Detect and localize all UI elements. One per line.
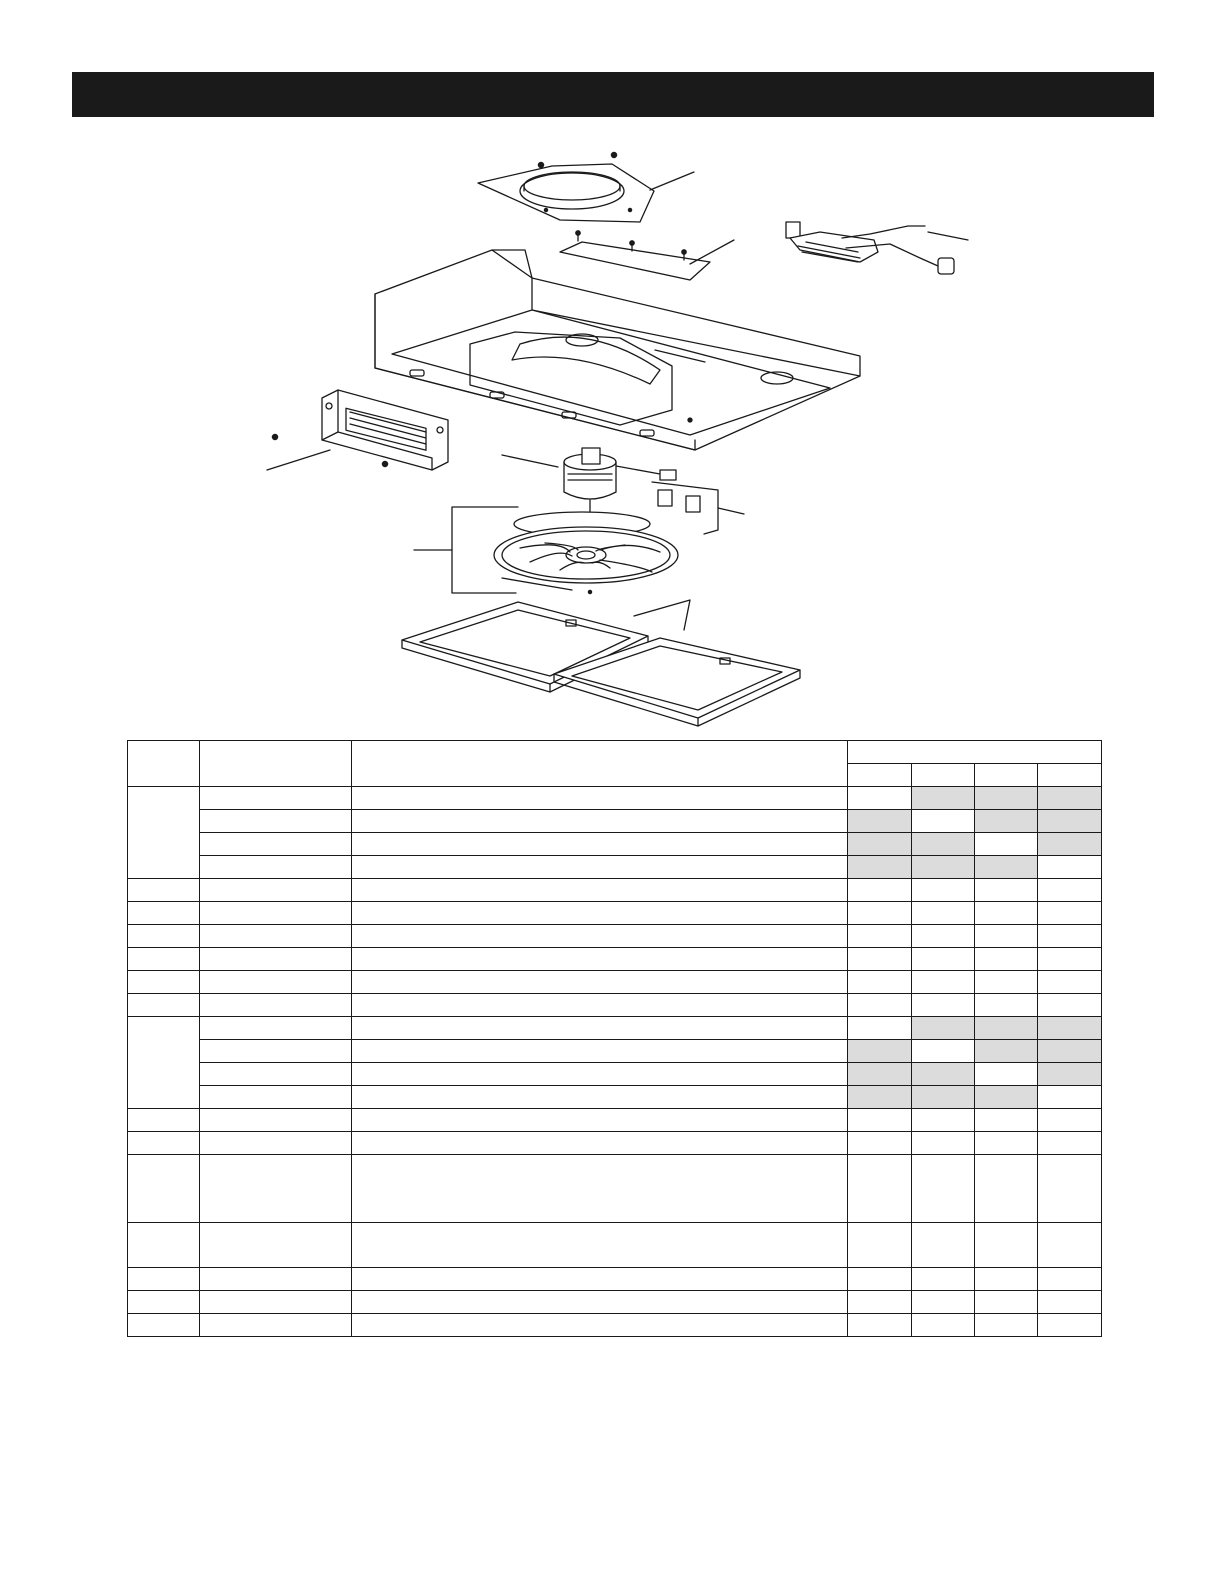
part-number-cell	[200, 1314, 352, 1337]
table-row	[128, 994, 1102, 1017]
description-cell	[352, 1314, 848, 1337]
table-row	[128, 1155, 1102, 1223]
model-cell-2	[912, 1268, 975, 1291]
ref-number-cell	[128, 1314, 200, 1337]
model-cell-4	[1038, 1109, 1102, 1132]
model-cell-4	[1038, 994, 1102, 1017]
ref-number-cell	[128, 879, 200, 902]
exploded-parts-diagram	[0, 130, 1225, 730]
model-cell-4	[1038, 1155, 1102, 1223]
model-cell-3	[975, 879, 1038, 902]
ref-number-cell	[128, 787, 200, 879]
part-number-cell	[200, 902, 352, 925]
description-cell	[352, 879, 848, 902]
ref-number-cell	[128, 1017, 200, 1109]
table-row	[128, 833, 1102, 856]
description-cell	[352, 994, 848, 1017]
table-row	[128, 971, 1102, 994]
model-cell-4	[1038, 787, 1102, 810]
model-cell-2	[912, 879, 975, 902]
model-cell-3	[975, 925, 1038, 948]
parts-list-table	[127, 740, 1102, 1337]
part-number-cell	[200, 994, 352, 1017]
parts-table-body	[128, 787, 1102, 1337]
model-cell-3	[975, 1063, 1038, 1086]
model-cell-1	[848, 1063, 912, 1086]
description-cell	[352, 787, 848, 810]
ref-number-cell	[128, 994, 200, 1017]
table-row	[128, 925, 1102, 948]
light-sockets	[652, 482, 744, 534]
description-cell	[352, 1109, 848, 1132]
header-model-1	[848, 764, 912, 787]
model-cell-1	[848, 1223, 912, 1268]
description-cell	[352, 1268, 848, 1291]
table-row	[128, 1109, 1102, 1132]
table-row	[128, 787, 1102, 810]
description-cell	[352, 856, 848, 879]
model-cell-2	[912, 1132, 975, 1155]
grease-filters	[402, 600, 800, 726]
part-number-cell	[200, 1268, 352, 1291]
model-cell-1	[848, 787, 912, 810]
model-cell-1	[848, 948, 912, 971]
model-cell-2	[912, 1063, 975, 1086]
model-cell-1	[848, 1155, 912, 1223]
description-cell	[352, 1086, 848, 1109]
model-cell-3	[975, 1109, 1038, 1132]
part-number-cell	[200, 1155, 352, 1223]
table-row	[128, 1040, 1102, 1063]
model-cell-1	[848, 1040, 912, 1063]
part-number-cell	[200, 1109, 352, 1132]
part-number-cell	[200, 925, 352, 948]
model-cell-1	[848, 856, 912, 879]
model-cell-1	[848, 1314, 912, 1337]
model-cell-4	[1038, 1314, 1102, 1337]
part-number-cell	[200, 1223, 352, 1268]
model-cell-3	[975, 902, 1038, 925]
model-cell-2	[912, 1291, 975, 1314]
mounting-plate	[560, 231, 734, 280]
ref-number-cell	[128, 1132, 200, 1155]
fan-blower-assembly	[414, 507, 678, 594]
model-cell-1	[848, 1268, 912, 1291]
model-cell-3	[975, 1155, 1038, 1223]
model-cell-4	[1038, 971, 1102, 994]
table-row	[128, 1223, 1102, 1268]
model-cell-2	[912, 856, 975, 879]
part-number-cell	[200, 787, 352, 810]
model-cell-3	[975, 1268, 1038, 1291]
model-cell-2	[912, 1109, 975, 1132]
description-cell	[352, 1132, 848, 1155]
model-cell-1	[848, 902, 912, 925]
model-cell-4	[1038, 1223, 1102, 1268]
part-number-cell	[200, 1132, 352, 1155]
model-cell-4	[1038, 1132, 1102, 1155]
description-cell	[352, 1040, 848, 1063]
part-number-cell	[200, 833, 352, 856]
model-cell-1	[848, 833, 912, 856]
model-cell-3	[975, 787, 1038, 810]
model-cell-3	[975, 1017, 1038, 1040]
model-cell-4	[1038, 1017, 1102, 1040]
model-cell-1	[848, 925, 912, 948]
model-cell-2	[912, 1314, 975, 1337]
model-cell-2	[912, 994, 975, 1017]
model-cell-2	[912, 1017, 975, 1040]
table-row	[128, 810, 1102, 833]
description-cell	[352, 1063, 848, 1086]
model-cell-1	[848, 1132, 912, 1155]
header-description	[352, 741, 848, 787]
model-cell-1	[848, 1291, 912, 1314]
model-cell-4	[1038, 1086, 1102, 1109]
model-cell-3	[975, 1314, 1038, 1337]
header-models	[848, 741, 1102, 764]
header-ref-number	[128, 741, 200, 787]
table-row	[128, 1291, 1102, 1314]
header-bar	[72, 72, 1154, 117]
model-cell-4	[1038, 1291, 1102, 1314]
model-cell-2	[912, 1086, 975, 1109]
model-cell-4	[1038, 902, 1102, 925]
table-row	[128, 1086, 1102, 1109]
model-cell-1	[848, 1109, 912, 1132]
model-cell-1	[848, 994, 912, 1017]
table-row	[128, 1268, 1102, 1291]
description-cell	[352, 1223, 848, 1268]
model-cell-1	[848, 810, 912, 833]
model-cell-4	[1038, 856, 1102, 879]
table-row	[128, 1314, 1102, 1337]
table-header-row	[128, 741, 1102, 764]
model-cell-3	[975, 948, 1038, 971]
table-row	[128, 856, 1102, 879]
model-cell-2	[912, 1223, 975, 1268]
ref-number-cell	[128, 1155, 200, 1223]
model-cell-3	[975, 856, 1038, 879]
part-number-cell	[200, 1291, 352, 1314]
model-cell-2	[912, 902, 975, 925]
model-cell-4	[1038, 1063, 1102, 1086]
table-row	[128, 1017, 1102, 1040]
model-cell-1	[848, 1017, 912, 1040]
part-number-cell	[200, 1086, 352, 1109]
part-number-cell	[200, 1040, 352, 1063]
model-cell-4	[1038, 948, 1102, 971]
model-cell-2	[912, 810, 975, 833]
model-cell-2	[912, 925, 975, 948]
description-cell	[352, 902, 848, 925]
model-cell-4	[1038, 925, 1102, 948]
table-row	[128, 879, 1102, 902]
ref-number-cell	[128, 925, 200, 948]
model-cell-4	[1038, 1268, 1102, 1291]
model-cell-3	[975, 1040, 1038, 1063]
ref-number-cell	[128, 948, 200, 971]
part-number-cell	[200, 1063, 352, 1086]
description-cell	[352, 971, 848, 994]
part-number-cell	[200, 810, 352, 833]
part-number-cell	[200, 971, 352, 994]
model-cell-1	[848, 971, 912, 994]
model-cell-3	[975, 1223, 1038, 1268]
table-row	[128, 902, 1102, 925]
model-cell-3	[975, 994, 1038, 1017]
part-number-cell	[200, 856, 352, 879]
header-model-4	[1038, 764, 1102, 787]
ref-number-cell	[128, 1223, 200, 1268]
model-cell-2	[912, 948, 975, 971]
description-cell	[352, 1155, 848, 1223]
part-number-cell	[200, 1017, 352, 1040]
description-cell	[352, 948, 848, 971]
table-row	[128, 948, 1102, 971]
model-cell-4	[1038, 879, 1102, 902]
part-number-cell	[200, 879, 352, 902]
model-cell-1	[848, 1086, 912, 1109]
table-row	[128, 1063, 1102, 1086]
table-row	[128, 1132, 1102, 1155]
header-part-number	[200, 741, 352, 787]
model-cell-3	[975, 1291, 1038, 1314]
blower-motor	[502, 448, 676, 512]
control-box	[267, 390, 448, 470]
description-cell	[352, 810, 848, 833]
model-cell-4	[1038, 833, 1102, 856]
model-cell-2	[912, 833, 975, 856]
model-cell-3	[975, 1086, 1038, 1109]
ref-number-cell	[128, 902, 200, 925]
model-cell-3	[975, 810, 1038, 833]
description-cell	[352, 1017, 848, 1040]
model-cell-2	[912, 787, 975, 810]
description-cell	[352, 925, 848, 948]
ref-number-cell	[128, 1109, 200, 1132]
model-cell-4	[1038, 810, 1102, 833]
duct-collar	[478, 152, 694, 222]
model-cell-1	[848, 879, 912, 902]
header-model-2	[912, 764, 975, 787]
model-cell-2	[912, 971, 975, 994]
ref-number-cell	[128, 1268, 200, 1291]
model-cell-3	[975, 971, 1038, 994]
description-cell	[352, 1291, 848, 1314]
part-number-cell	[200, 948, 352, 971]
model-cell-3	[975, 1132, 1038, 1155]
model-cell-4	[1038, 1040, 1102, 1063]
header-model-3	[975, 764, 1038, 787]
description-cell	[352, 833, 848, 856]
model-cell-3	[975, 833, 1038, 856]
model-cell-2	[912, 1040, 975, 1063]
ref-number-cell	[128, 1291, 200, 1314]
wiring-harness	[786, 222, 968, 274]
ref-number-cell	[128, 971, 200, 994]
model-cell-2	[912, 1155, 975, 1223]
